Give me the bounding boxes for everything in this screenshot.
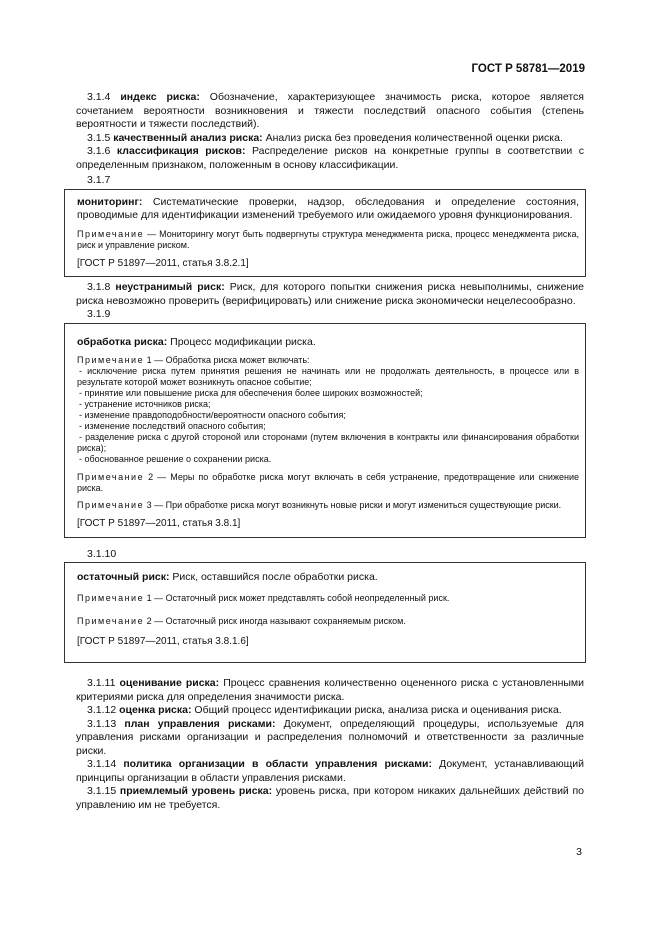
source-reference: [ГОСТ Р 51897—2011, статья 3.8.1] — [77, 518, 241, 529]
list-item: - принятие или повышение риска для обеспечения более широких возможностей; — [79, 388, 423, 398]
term-box-3-1-10 — [64, 562, 586, 663]
note: Примечание — Мониторингу могут быть подвергнуты структура менеджмента риска, процесс менеджмента риска, риск и управление риском. — [77, 228, 579, 250]
term-entry-3-1-11: 3.1.11 оценивание риска: Процесс сравнения количественно оцененного риска с установленными критериями риска для определения значимости риска. — [76, 677, 585, 703]
term-entry-3-1-9 — [77, 336, 579, 350]
list-item: - изменение правдоподобности/вероятности опасного события; — [79, 410, 346, 420]
note-2: Примечание 2 — Меры по обработке риска могут включать в себя устранение, предотвращение или снижение риска. — [77, 472, 579, 493]
term-entry-3-1-15: 3.1.15 приемлемый уровень риска: уровень риска, при котором никаких дальнейших действий по управлению им не требуется. — [76, 785, 585, 811]
term-definition: Документ, определяющий процедуры, используемые для управления рисками организации и распределения полномочий и ответственности за различные риски. — [76, 717, 584, 757]
source-reference: [ГОСТ Р 51897—2011, статья 3.8.1.6] — [77, 635, 249, 647]
list-item: - изменение последствий опасного события; — [79, 421, 266, 431]
term-name: оценивание риска: — [119, 677, 220, 689]
term-definition: Процесс сравнения количественно оцененного риска с установленными критериями риска для определения значимости риска. — [76, 677, 585, 703]
list-item: - разделение риска с другой стороной или сторонами (путем включения в контракты или финансирования обработки риска); — [77, 432, 579, 453]
list-item: - исключение риска путем принятия решения не начинать или не продолжать деятельность, в процессе или в результате которой может возникнуть опасное событие; — [77, 366, 579, 387]
term-definition: Общий процесс идентификации риска, анализа риска и оценивания риска. — [194, 704, 562, 716]
term-definition: Риск, для которого попытки снижения риска невыполнимы, снижение риска невозможно проверить (верифицировать) или снижение риска экономически нецелесообразно. — [76, 281, 585, 307]
term-definition: Анализ риска без проведения количественной оценки риска. — [265, 131, 563, 144]
term-definition: Процесс модификации риска. — [170, 335, 316, 348]
page-number: 3 — [576, 846, 582, 858]
note-1: Примечание 1 — Обработка риска может включать: — [77, 355, 310, 365]
term-definition: Риск, оставшийся после обработки риска. — [172, 571, 378, 583]
document-body — [76, 91, 584, 812]
term-entry-3-1-4: 3.1.4 индекс риска: Обозначение, характеризующее значимость риска, которое является сочетанием вероятности возникновения и тяжести последствий опасного события (степень вероятности и тяжести последствий). — [76, 91, 584, 130]
term-entry-3-1-7 — [77, 196, 579, 223]
term-definition: Документ, устанавливающий принципы организации в области управления рисками. — [76, 758, 584, 784]
term-entry-3-1-12: 3.1.12 оценка риска: Общий процесс идентификации риска, анализа риска и оценивания риска. — [87, 704, 562, 716]
term-name: неустранимый риск: — [115, 281, 225, 293]
note-3: Примечание 3 — При обработке риска могут возникнуть новые риски и могут измениться существующие риски. — [77, 500, 562, 510]
term-entry-3-1-5: 3.1.5 качественный анализ риска: Анализ риска без проведения количественной оценки риска. — [87, 131, 563, 144]
source-reference: [ГОСТ Р 51897—2011, статья 3.8.2.1] — [77, 257, 249, 269]
term-name: оценка риска: — [119, 704, 192, 716]
list-item: - устранение источников риска; — [79, 399, 211, 409]
term-entry-3-1-10 — [77, 571, 579, 585]
term-definition: Распределение рисков на конкретные группы в соответствии с определенным признаком, положенным в основу классификации. — [76, 145, 585, 171]
note-1: Примечание 1 — Остаточный риск может представлять собой неопределенный риск. — [77, 592, 450, 603]
term-name: классификация рисков: — [116, 145, 246, 157]
term-definition: уровень риска, при котором никаких дальнейших действий по управлению им не требуется. — [76, 785, 585, 811]
list-item: - обоснованное решение о сохранении риска. — [79, 454, 272, 464]
term-entry-3-1-8: 3.1.8 неустранимый риск: Риск, для которого попытки снижения риска невыполнимы, снижение риска невозможно проверить (верифицировать) или снижение риска экономически нецелесообразно. — [76, 281, 585, 307]
term-entry-3-1-13: 3.1.13 план управления рисками: Документ, определяющий процедуры, используемые для управления рисками организации и распределения полномочий и ответственности за различные риски. — [76, 717, 584, 757]
term-name: остаточный риск: — [77, 571, 170, 583]
term-box-3-1-9 — [64, 323, 586, 538]
term-entry-3-1-6: 3.1.6 классификация рисков: Распределение рисков на конкретные группы в соответствии с определенным признаком, положенным в основу классификации. — [76, 145, 585, 171]
term-name: приемлемый уровень риска: — [119, 785, 273, 797]
term-name: политика организации в области управления рисками: — [123, 758, 432, 770]
term-name: обработка риска: — [77, 335, 168, 348]
term-name: план управления рисками: — [124, 717, 276, 730]
term-name: индекс риска: — [120, 91, 200, 103]
term-name: мониторинг: — [77, 195, 143, 208]
term-number-3-1-9: 3.1.9 — [87, 308, 111, 320]
standard-designation: ГОСТ Р 58781—2019 — [471, 63, 585, 75]
note-2: Примечание 2 — Остаточный риск иногда называют сохраняемым риском. — [77, 615, 406, 626]
term-entry-3-1-14: 3.1.14 политика организации в области управления рисками: Документ, устанавливающий принципы организации в области управления рисками. — [76, 758, 584, 784]
term-number-3-1-10: 3.1.10 — [87, 547, 117, 560]
term-box-3-1-7 — [64, 189, 586, 278]
term-name: качественный анализ риска: — [113, 131, 263, 144]
term-definition: Обозначение, характеризующее значимость риска, которое является сочетанием вероятности возникновения и тяжести последствий опасного события (степень вероятности и тяжести последствий). — [76, 91, 584, 130]
term-number-3-1-7: 3.1.7 — [87, 174, 111, 186]
term-definition: Систематические проверки, надзор, обследования и определение состояния, проводимые для идентификации изменений требуемого или ожидаемого уровня функционирования. — [77, 195, 579, 221]
